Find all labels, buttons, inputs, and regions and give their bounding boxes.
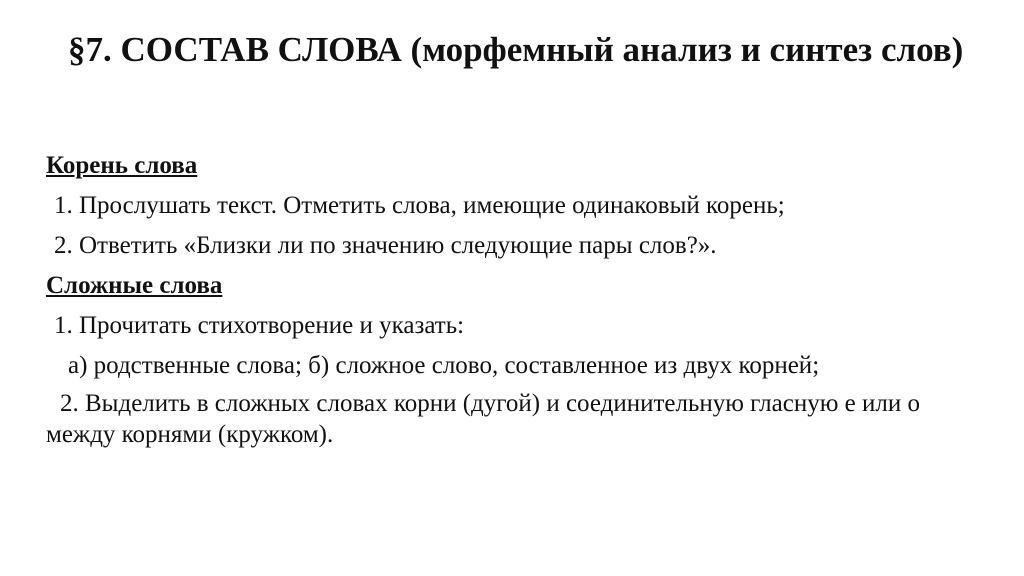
list-item: 2. Выделить в сложных словах корни (дугой) и соединительную гласную е или о между корнями (кружком). bbox=[46, 390, 920, 448]
section-heading-root: Корень слова bbox=[46, 152, 198, 179]
list-item: 1. Прочитать стихотворение и указать: bbox=[54, 312, 465, 339]
slide-title: §7. СОСТАВ СЛОВА (морфемный анализ и синтез слов) bbox=[68, 30, 964, 69]
section-heading-compound: Сложные слова bbox=[46, 272, 223, 299]
list-item: 1. Прослушать текст. Отметить слова, имеющие одинаковый корень; bbox=[54, 192, 785, 219]
list-item: 2. Ответить «Близки ли по значению следующие пары слов?». bbox=[54, 232, 717, 259]
slide-body bbox=[46, 150, 986, 459]
list-item: а) родственные слова; б) сложное слово, составленное из двух корней; bbox=[68, 352, 820, 379]
